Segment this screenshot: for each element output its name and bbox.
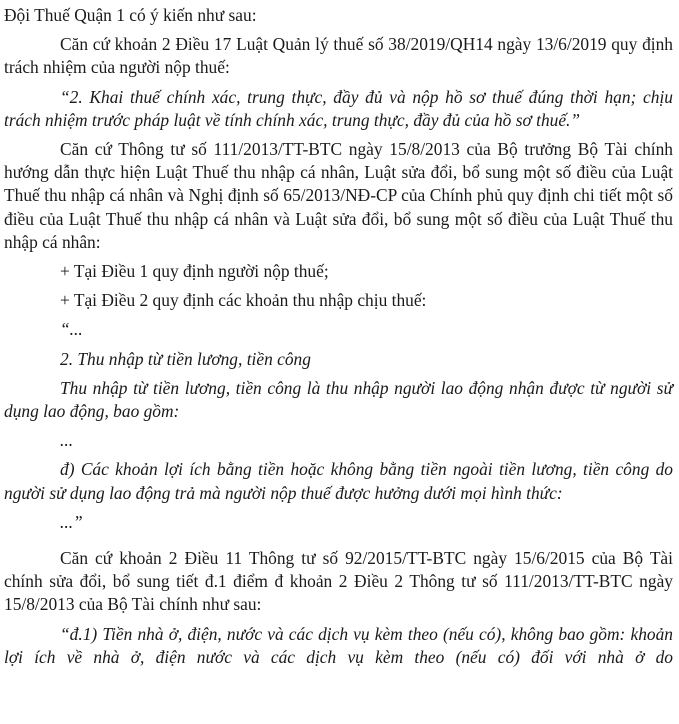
opening-line: Đội Thuế Quận 1 có ý kiến như sau: [4,5,257,25]
ellipsis-close: ...” [60,511,83,532]
quote-benefits-clause: đ) Các khoản lợi ích bằng tiền hoặc không bằng tiền ngoài tiền lương, tiền công do người sử dụng lao động trả mà người nộp thuế được hưởng dưới mọi hình thức: [4,459,673,503]
heading-salary-income: 2. Thu nhập từ tiền lương, tiền công [60,348,311,369]
ellipsis-middle: ... [60,430,74,451]
bullet-article-2: + Tại Điều 2 quy định các khoản thu nhập chịu thuế: [60,290,427,311]
quote-housing-clause: “đ.1) Tiền nhà ở, điện, nước và các dịch vụ kèm theo (nếu có), không bao gồm: khoản lợi ích về nhà ở, điện nước và các dịch vụ kèm theo (nếu có) đối với nhà ở do [4,623,673,667]
bullet-article-1: + Tại Điều 1 quy định người nộp thuế; [60,261,329,282]
quote-taxpayer-duty: “2. Khai thuế chính xác, trung thực, đầy đủ và nộp hồ sơ thuế đúng thời hạn; chịu trách nhiệm trước pháp luật về tính chính xác, trung thực, đầy đủ của hồ sơ thuế.” [4,86,673,130]
paragraph-circular-111: Căn cứ Thông tư số 111/2013/TT-BTC ngày 15/8/2013 của Bộ trưởng Bộ Tài chính hướng dẫn thực hiện Luật Thuế thu nhập cá nhân, Luật sửa đổi, bổ sung một số điều của Luật Thuế thu nhập cá nhân và Nghị định số 65/2013/NĐ-CP của Chính phủ quy định chi tiết một số điều của Luật Thuế thu nhập cá nhân và Luật sửa đổi, bổ sung một số điều của Luật Thuế thu nhập cá nhân: [4,139,673,252]
paragraph-circular-92: Căn cứ khoản 2 Điều 11 Thông tư số 92/2015/TT-BTC ngày 15/6/2015 của Bộ Tài chính sửa đổi, bổ sung tiết đ.1 điểm đ khoản 2 Điều 2 Thông tư số 111/2013/TT-BTC ngày 15/8/2013 của Bộ Tài chính như sau: [4,548,673,615]
paragraph-law-reference: Căn cứ khoản 2 Điều 17 Luật Quản lý thuế số 38/2019/QH14 ngày 13/6/2019 quy định trách nhiệm của người nộp thuế: [4,34,673,78]
quote-salary-definition: Thu nhập từ tiền lương, tiền công là thu nhập người lao động nhận được từ người sử dụng lao động, bao gồm: [4,377,673,422]
ellipsis-open: “... [60,319,83,340]
